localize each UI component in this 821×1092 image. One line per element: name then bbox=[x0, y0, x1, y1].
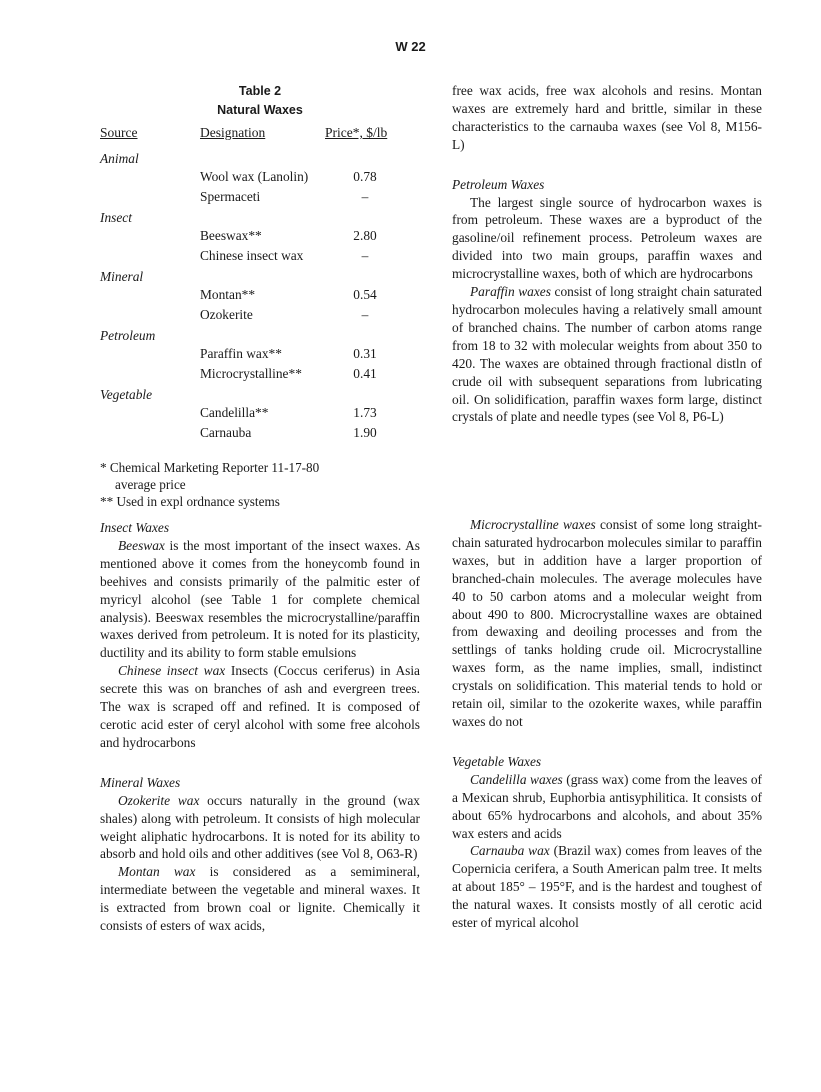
table-title: Natural Waxes bbox=[217, 103, 303, 117]
natural-waxes-table bbox=[100, 82, 420, 510]
ozokerite-paragraph bbox=[100, 792, 420, 864]
table-row bbox=[100, 285, 420, 305]
table-row bbox=[100, 344, 420, 364]
carnauba-paragraph bbox=[452, 842, 762, 932]
category-petroleum: Petroleum bbox=[100, 328, 156, 343]
section-heading-mineral: Mineral Waxes bbox=[100, 774, 181, 790]
wax-price: – bbox=[361, 189, 369, 204]
wax-price: 2.80 bbox=[353, 228, 377, 243]
wax-price: – bbox=[361, 248, 369, 263]
paraffin-paragraph bbox=[452, 283, 762, 426]
wax-name: Microcrystalline** bbox=[200, 366, 302, 381]
wax-name: Carnauba bbox=[200, 425, 252, 440]
paraffin-term: Paraffin waxes bbox=[470, 284, 551, 300]
candelilla-text: (grass wax) come from the leaves of a Mexican shrub, Euphorbia antisyphilitica. It consists of about 65% hydrocarbons and alcohols, and about 35% wax esters and acids bbox=[452, 771, 762, 841]
wax-name: Spermaceti bbox=[200, 189, 261, 204]
table-row bbox=[100, 226, 420, 246]
category-mineral: Mineral bbox=[100, 269, 144, 284]
montan-text: is considered as a semimineral, intermediate between the vegetable and mineral waxes. It is extracted from brown coal or lignite. Chemically it consists of esters of wax acids, bbox=[100, 864, 421, 934]
table-row bbox=[100, 167, 420, 187]
category-vegetable: Vegetable bbox=[100, 387, 153, 402]
beeswax-paragraph bbox=[100, 537, 420, 662]
beeswax-text: is the most important of the insect waxes. As mentioned above it comes from the honeycomb found in beehives and consists primarily of the palmitic ester of myricyl alcohol (see Table 1 for complete chemical analysis). Beeswax resembles the microcrystalline/paraffin waxes derived from petroleum. It is noted for its plasticity, ductility and its ability to form stable emulsions bbox=[100, 537, 420, 661]
microcrystalline-term: Microcrystalline waxes bbox=[470, 517, 596, 532]
wax-price: – bbox=[361, 307, 369, 322]
wax-name: Beeswax** bbox=[200, 228, 262, 243]
header-designation: Designation bbox=[200, 125, 266, 140]
footnote-price-source: * Chemical Marketing Reporter 11-17-80 bbox=[100, 460, 320, 475]
chinese-wax-paragraph bbox=[100, 662, 420, 752]
wax-name: Paraffin wax** bbox=[200, 346, 282, 361]
wax-price: 0.41 bbox=[353, 366, 377, 381]
carnauba-text: (Brazil wax) comes from leaves of the Copernicia cerifera, a South American palm tree. It melts at about 185° – 195°F, and is the hardest and toughest of the natural waxes. It consists mostly of all cerotic acid ester of myrical alcohol bbox=[452, 843, 763, 931]
ozokerite-text: occurs naturally in the ground (wax shales) along with petroleum. It consists of high molecular weight aliphatic hydrocarbons. It is noted for its ability to absorb and hold oils and other additives (see Vol 8, O63-R) bbox=[100, 792, 421, 862]
wax-name: Wool wax (Lanolin) bbox=[200, 169, 309, 184]
montan-term: Montan wax bbox=[118, 864, 196, 880]
montan-paragraph bbox=[100, 863, 420, 935]
left-column-bottom bbox=[100, 519, 420, 935]
category-insect: Insect bbox=[100, 210, 132, 225]
table-row bbox=[100, 187, 420, 207]
header-source: Source bbox=[100, 125, 138, 140]
carnauba-term: Carnauba wax bbox=[470, 843, 550, 859]
wax-price: 0.54 bbox=[353, 287, 377, 302]
wax-name: Candelilla** bbox=[200, 405, 269, 420]
candelilla-paragraph bbox=[452, 771, 762, 843]
table-row bbox=[100, 423, 420, 443]
ozokerite-term: Ozokerite wax bbox=[118, 792, 200, 808]
paraffin-text: consist of long straight chain saturated hydrocarbon molecules having a relatively small amount of branched chains. The number of carbon atoms range from 18 to 32 with molecular weights from about 350 to 420. The waxes are obtained through fractional distln of crude oil with subsequent separations from lubricating oil. On solidification, paraffin waxes form large, distinct crystals of plate and needle types (see Vol 8, P6-L) bbox=[452, 284, 762, 425]
table-row bbox=[100, 403, 420, 423]
candelilla-term: Candelilla waxes bbox=[470, 771, 563, 787]
section-heading-vegetable: Vegetable Waxes bbox=[452, 753, 542, 769]
table-row bbox=[100, 364, 420, 384]
table-number: Table 2 bbox=[238, 84, 282, 98]
footnote-ordnance: ** Used in expl ordnance systems bbox=[100, 494, 280, 509]
microcrystalline-text: consist of some long straight-chain saturated hydrocarbon molecules similar to paraffin waxes, but in addition have a larger proportion of branched-chain molecules. The average molecules have 40 to 50 carbon atoms and a molecular weight from about 490 to 800. Microcrystalline waxes are obtained from dewaxing and deoiling processes and from the settlings of tanks holding crude oil. Microcrystalline waxes form, as the name implies, small, indistinct crystals on solidification. This material tends to hold or retain oil, similar to the ozokerite waxes, while paraffin waxes do not bbox=[452, 517, 762, 729]
wax-name: Montan** bbox=[200, 287, 256, 302]
wax-price: 0.78 bbox=[353, 169, 377, 184]
table-row bbox=[100, 246, 420, 266]
wax-price: 1.73 bbox=[353, 405, 377, 420]
footnote-price-source-cont: average price bbox=[115, 477, 186, 492]
header-price: Price*, $/lb bbox=[325, 125, 388, 140]
wax-name: Ozokerite bbox=[200, 307, 253, 322]
microcrystalline-paragraph bbox=[452, 516, 762, 731]
chinese-wax-term: Chinese insect wax bbox=[118, 663, 226, 679]
table-row bbox=[100, 305, 420, 325]
section-heading-insect: Insect Waxes bbox=[100, 520, 170, 535]
section-heading-petroleum: Petroleum Waxes bbox=[452, 176, 545, 192]
montan-continuation: free wax acids, free wax alcohols and resins. Montan waxes are extremely hard and brittle, similar in these characteristics to the carnauba waxes (see Vol 8, M156-L) bbox=[452, 83, 762, 152]
right-column-top bbox=[452, 82, 762, 426]
table-header-row bbox=[100, 124, 420, 148]
chinese-wax-text: Insects (Coccus ceriferus) in Asia secrete this was on branches of ash and evergreen trees. The wax is scraped off and refined. It is composed of cerotic acid ester of ceryl alcohol with some free alcohols and hydrocarbons bbox=[100, 663, 421, 750]
wax-price: 0.31 bbox=[353, 346, 377, 361]
category-animal: Animal bbox=[100, 151, 139, 166]
table-footnotes bbox=[100, 459, 420, 510]
right-column-bottom bbox=[452, 516, 762, 932]
page-number: W 22 bbox=[395, 39, 426, 54]
wax-name: Chinese insect wax bbox=[200, 248, 304, 263]
beeswax-term: Beeswax bbox=[118, 537, 165, 553]
wax-price: 1.90 bbox=[353, 425, 377, 440]
petroleum-paragraph: The largest single source of hydrocarbon waxes is from petroleum. These waxes are a byproduct of the gasoline/oil refinement process. Petroleum waxes are divided into two main groups, paraffin waxes and microcrystalline waxes, both of which are hydrocarbons bbox=[452, 194, 762, 282]
